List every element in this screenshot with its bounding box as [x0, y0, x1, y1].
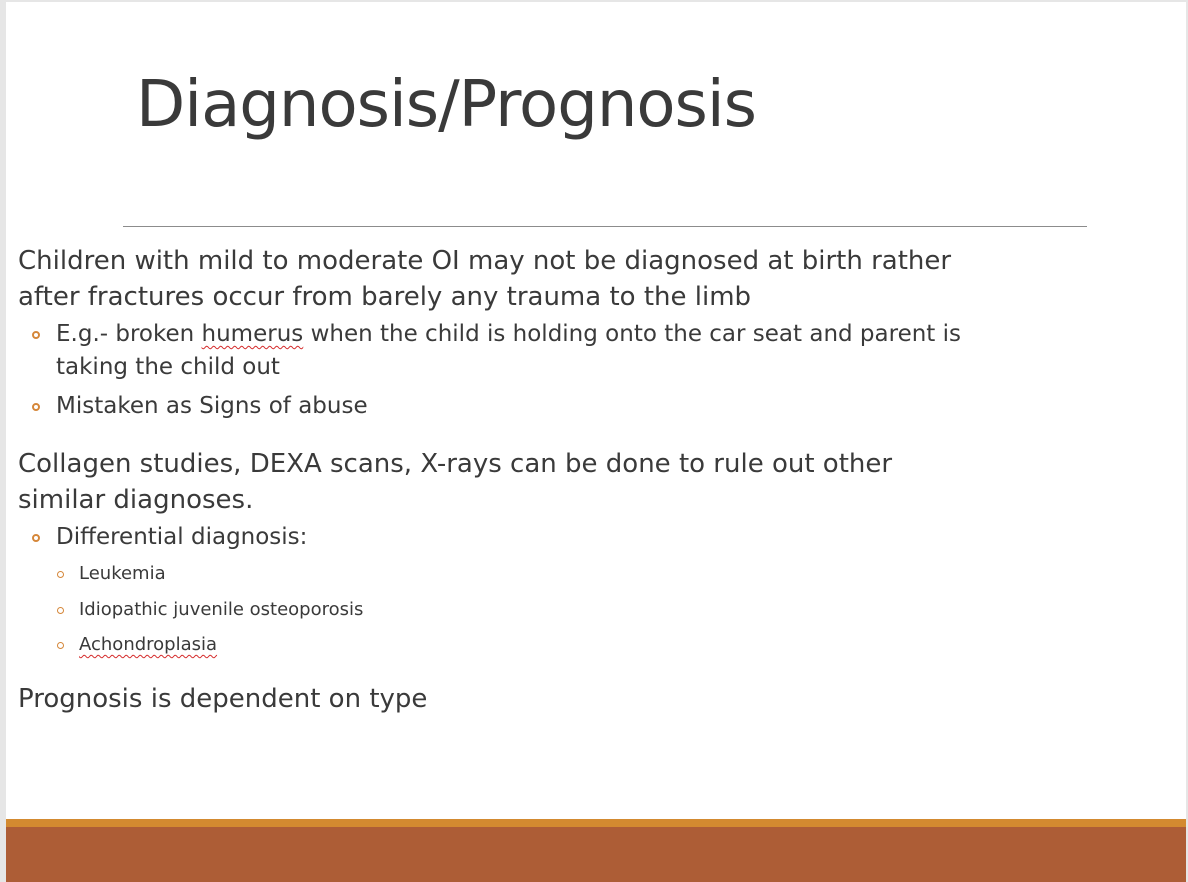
sub-bullet-text: Idiopathic juvenile osteoporosis	[79, 599, 364, 620]
paragraph-tests: Collagen studies, DEXA scans, X-rays can be done to rule out other similar diagnoses.	[18, 449, 893, 515]
bullet-differential	[18, 521, 1018, 554]
bullet-circle-icon	[32, 331, 40, 339]
paragraph-onset: Children with mild to moderate OI may not be diagnosed at birth rather after fractures occur from barely any trauma to the limb	[18, 246, 952, 312]
slide	[6, 2, 1186, 882]
paragraph-prognosis: Prognosis is dependent on type	[18, 684, 428, 714]
sub-bullet-osteoporosis	[18, 596, 1018, 624]
sub-bullet-leukemia	[18, 560, 1018, 588]
bullet-text: Differential diagnosis:	[56, 524, 308, 550]
bullet-text: Mistaken as Signs of abuse	[56, 393, 368, 419]
bullet-circle-icon	[57, 607, 64, 614]
footer-band	[6, 827, 1186, 882]
bullet-text-part: E.g.- broken	[56, 321, 202, 347]
title-divider	[123, 226, 1087, 227]
spellcheck-flagged-word: humerus	[201, 321, 304, 347]
bullet-text-part: when the child is holding onto the car seat and parent is taking the child out	[56, 321, 962, 380]
bullet-circle-icon	[57, 642, 64, 649]
bullet-humerus-example	[18, 318, 1016, 384]
bullet-circle-icon	[32, 403, 40, 411]
sub-bullet-achondroplasia	[18, 631, 1018, 659]
footer-accent-bar	[6, 819, 1186, 827]
spellcheck-flagged-word: Achondroplasia	[79, 634, 218, 655]
slide-title: Diagnosis/Prognosis	[136, 68, 756, 142]
bullet-mistaken-abuse	[18, 390, 1018, 423]
sub-bullet-text: Leukemia	[79, 563, 166, 584]
bullet-circle-icon	[32, 534, 40, 542]
slide-body	[18, 242, 1018, 717]
bullet-circle-icon	[57, 571, 64, 578]
